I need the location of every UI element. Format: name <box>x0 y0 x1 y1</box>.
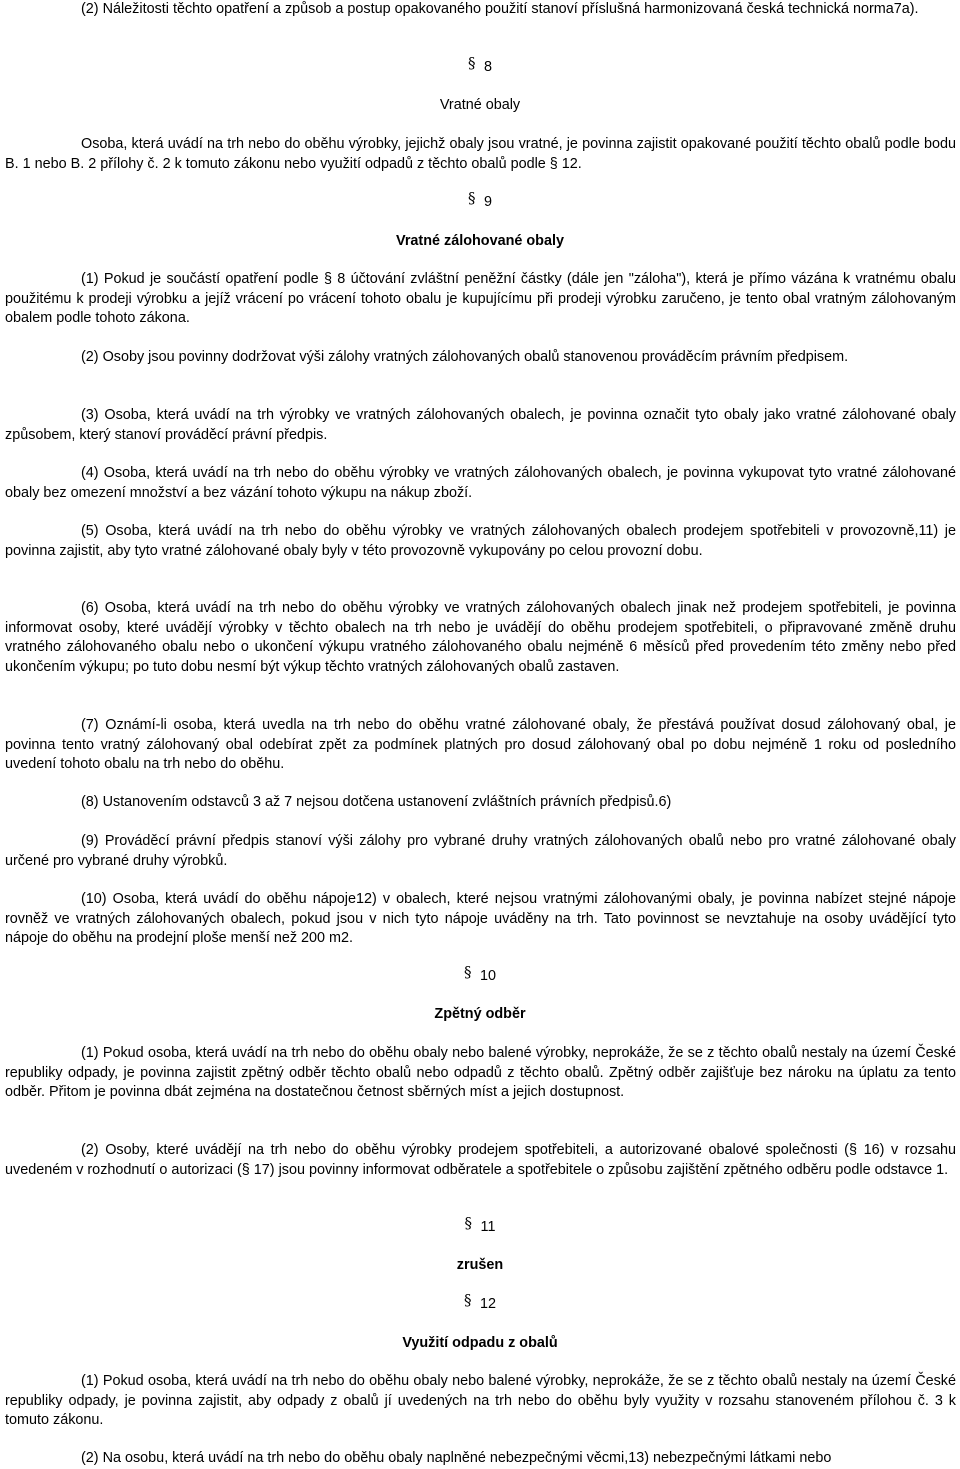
section-10-paragraph-1: (1) Pokud osoba, která uvádí na trh nebo do oběhu obaly nebo balené výrobky, neprokáže, že se z těchto obalů nestaly na území České republiky odpady, je povinna zajistit zpětný odběr těchto obalů nebo odpadů z těchto obalů. Zpětný odběr zajišťuje bez nároku na úplatu za tento odběr. Přitom je povinna dbát zejména na dostatečnou četnost sběrných míst a jejich dostupnost. <box>5 1045 956 1101</box>
section-11-title: zrušen <box>456 1257 504 1273</box>
intro-paragraph: (2) Náležitosti těchto opatření a způsob a postup opakovaného použití stanoví příslušná harmonizovaná česká technická norma7a). <box>81 1 919 17</box>
section-12-paragraph-2: (2) Na osobu, která uvádí na trh nebo do oběhu obaly naplněné nebezpečnými věcmi,13) nebezpečnými látkami nebo <box>81 1450 832 1466</box>
section-11-heading: § 11 <box>464 1214 496 1235</box>
section-8-heading: § 8 <box>467 54 492 75</box>
section-9-paragraph-1: (1) Pokud je součástí opatření podle § 8 účtování zvláštní peněžní částky (dále jen "záloha"), která je přímo vázána k vratnému obalu použitému k prodeji výrobku a jejíž vrácení po vrácení tohoto obalu je kupujícímu při prodeji výrobku zaručeno, je tento obal vratným zálohovaným obalem podle tohoto zákona. <box>5 271 956 327</box>
section-symbol-icon: § <box>463 1291 472 1309</box>
section-10-paragraph-2: (2) Osoby, které uvádějí na trh nebo do oběhu výrobky prodejem spotřebiteli, a autorizované obalové společnosti (§ 16) v rozsahu uvedeném v rozhodnutí o autorizaci (§ 17) jsou povinny informovat odběratele a spotřebitele o způsobu zajištění zpětného odběru podle odstavce 1. <box>5 1142 956 1178</box>
section-symbol-icon: § <box>467 189 476 207</box>
section-12-heading: § 12 <box>463 1291 496 1312</box>
section-9-paragraph-8: (8) Ustanovením odstavců 3 až 7 nejsou dotčena ustanovení zvláštních právních předpisů.6) <box>81 794 672 810</box>
section-10-title: Zpětný odběr <box>434 1006 526 1022</box>
section-9-paragraph-7: (7) Oznámí-li osoba, která uvedla na trh nebo do oběhu vratné zálohované obaly, že přestává používat dosud zálohovaný obal, je povinna tento vratný zálohovaný obal odebírat zpět za podmínek platných pro dosud zálohovaný obal po dobu nejméně 1 roku od posledního uvedení tohoto obalu na trh nebo do oběhu. <box>5 717 956 773</box>
section-8-paragraph-1: Osoba, která uvádí na trh nebo do oběhu výrobky, jejichž obaly jsou vratné, je povinna zajistit opakované použití těchto obalů podle bodu B. 1 nebo B. 2 přílohy č. 2 k tomuto zákonu nebo využití odpadů z těchto obalů podle § 12. <box>5 136 956 172</box>
section-9-paragraph-2: (2) Osoby jsou povinny dodržovat výši zálohy vratných zálohovaných obalů stanovenou prováděcím právním předpisem. <box>81 349 849 365</box>
section-9-paragraph-5: (5) Osoba, která uvádí na trh nebo do oběhu výrobky ve vratných zálohovaných obalech prodejem spotřebiteli v provozovně,11) je povinna zajistit, aby tyto vratné zálohované obaly byly v této provozovně vykupovány po celou provozní dobu. <box>5 523 956 559</box>
section-12-title: Využití odpadu z obalů <box>402 1335 558 1351</box>
section-symbol-icon: § <box>467 54 476 72</box>
section-9-paragraph-9: (9) Prováděcí právní předpis stanoví výši zálohy pro vybrané druhy vratných zálohovaných obalů nebo pro vratné zálohované obaly určené pro vybrané druhy výrobků. <box>5 833 956 869</box>
section-10-heading: § 10 <box>463 963 496 984</box>
section-symbol-icon: § <box>464 1214 473 1232</box>
section-9-paragraph-4: (4) Osoba, která uvádí na trh nebo do oběhu výrobky ve vratných zálohovaných obalech, je povinna vykupovat tyto vratné zálohované obaly bez omezení množství a bez vázání tohoto výkupu na nákup zboží. <box>5 465 956 501</box>
section-12-paragraph-1: (1) Pokud osoba, která uvádí na trh nebo do oběhu obaly nebo balené výrobky, neprokáže, že se z těchto obalů nestaly na území České republiky odpady, je povinna zajistit, aby odpady z obalů jí uvedených na trh nebo do oběhu byly využity v rozsahu stanoveném přílohou č. 3 k tomuto zákonu. <box>5 1373 956 1429</box>
section-symbol-icon: § <box>463 963 472 981</box>
section-9-paragraph-3: (3) Osoba, která uvádí na trh výrobky ve vratných zálohovaných obalech, je povinna označit tyto obaly jako vratné zálohované obaly způsobem, který stanoví prováděcí právní předpis. <box>5 407 956 443</box>
section-8-title: Vratné obaly <box>439 97 521 113</box>
section-9-paragraph-10: (10) Osoba, která uvádí do oběhu nápoje12) v obalech, které nejsou vratnými zálohovanými obaly, je povinna nabízet stejné nápoje rovněž ve vratných zálohovaných obalech, pokud jsou v nich tyto nápoje uváděny na trh. Tato povinnost se nevztahuje na osoby uvádějící tyto nápoje do oběhu na prodejní ploše menší než 200 m2. <box>5 891 956 947</box>
section-9-title: Vratné zálohované obaly <box>396 233 564 249</box>
section-9-paragraph-6: (6) Osoba, která uvádí na trh nebo do oběhu výrobky ve vratných zálohovaných obalech jinak než prodejem spotřebiteli, je povinna informovat osoby, které uvádějí výrobky v těchto obalech na trh nebo je uvádějí do oběhu prodejem spotřebiteli, o připravované změně druhu vratného zálohovaného obalu nebo o ukončení výkupu vratného zálohovaného obalu nejméně 6 měsíců před provedením této změny nebo před ukončením výkupu; po tuto dobu nesmí být výkup těchto vratných zálohovaných obalů zastaven. <box>5 600 956 675</box>
section-9-heading: § 9 <box>467 189 492 210</box>
